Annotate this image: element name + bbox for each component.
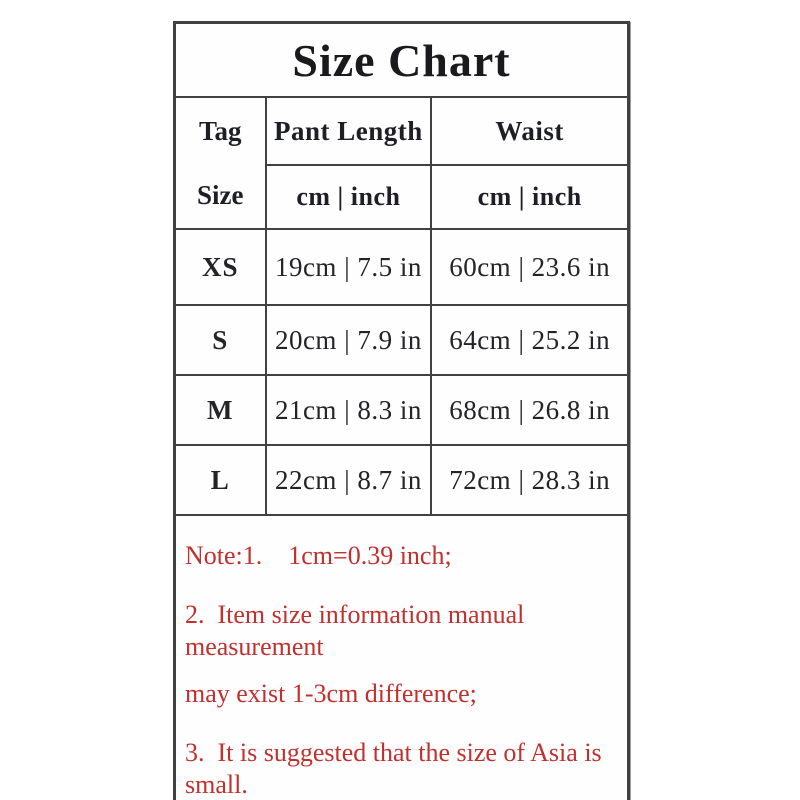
- pant-length-value-s: 20cm | 7.9 in: [266, 305, 432, 375]
- pant-length-units: cm | inch: [266, 165, 432, 229]
- column-header-pant-length: Pant Length: [266, 97, 432, 165]
- note-line-1: Note:1. 1cm=0.39 inch;: [185, 541, 452, 570]
- note-line-3: may exist 1-3cm difference;: [185, 679, 477, 708]
- table-row-xs: [175, 229, 629, 305]
- tag-size-label: [176, 99, 265, 227]
- size-label-m: M: [175, 375, 266, 445]
- size-table: [173, 21, 630, 800]
- pant-length-value-l: 22cm | 8.7 in: [266, 445, 432, 515]
- notes-section: [175, 515, 629, 800]
- title-row: [175, 23, 629, 98]
- table-row-s: [175, 305, 629, 375]
- tag-size-line1: Tag: [198, 115, 242, 146]
- size-label-s: S: [175, 305, 266, 375]
- waist-units: cm | inch: [431, 165, 628, 229]
- table-row-l: [175, 445, 629, 515]
- waist-value-m: 68cm | 26.8 in: [431, 375, 628, 445]
- size-label-l: L: [175, 445, 266, 515]
- column-header-waist: Waist: [431, 97, 628, 165]
- size-label-xs: XS: [175, 229, 266, 305]
- page-title: Size Chart: [175, 23, 629, 98]
- header-row: [175, 97, 629, 165]
- waist-value-s: 64cm | 25.2 in: [431, 305, 628, 375]
- pant-length-value-xs: 19cm | 7.5 in: [266, 229, 432, 305]
- waist-value-l: 72cm | 28.3 in: [431, 445, 628, 515]
- notes-row: [175, 515, 629, 800]
- note-line-2: 2. Item size information manual measurement: [185, 600, 531, 661]
- waist-value-xs: 60cm | 23.6 in: [431, 229, 628, 305]
- column-header-tag-size: [175, 97, 266, 229]
- tag-size-line2: Size: [197, 179, 244, 210]
- table-row-m: [175, 375, 629, 445]
- note-line-4: 3. It is suggested that the size of Asia is small.: [185, 738, 609, 799]
- pant-length-value-m: 21cm | 8.3 in: [266, 375, 432, 445]
